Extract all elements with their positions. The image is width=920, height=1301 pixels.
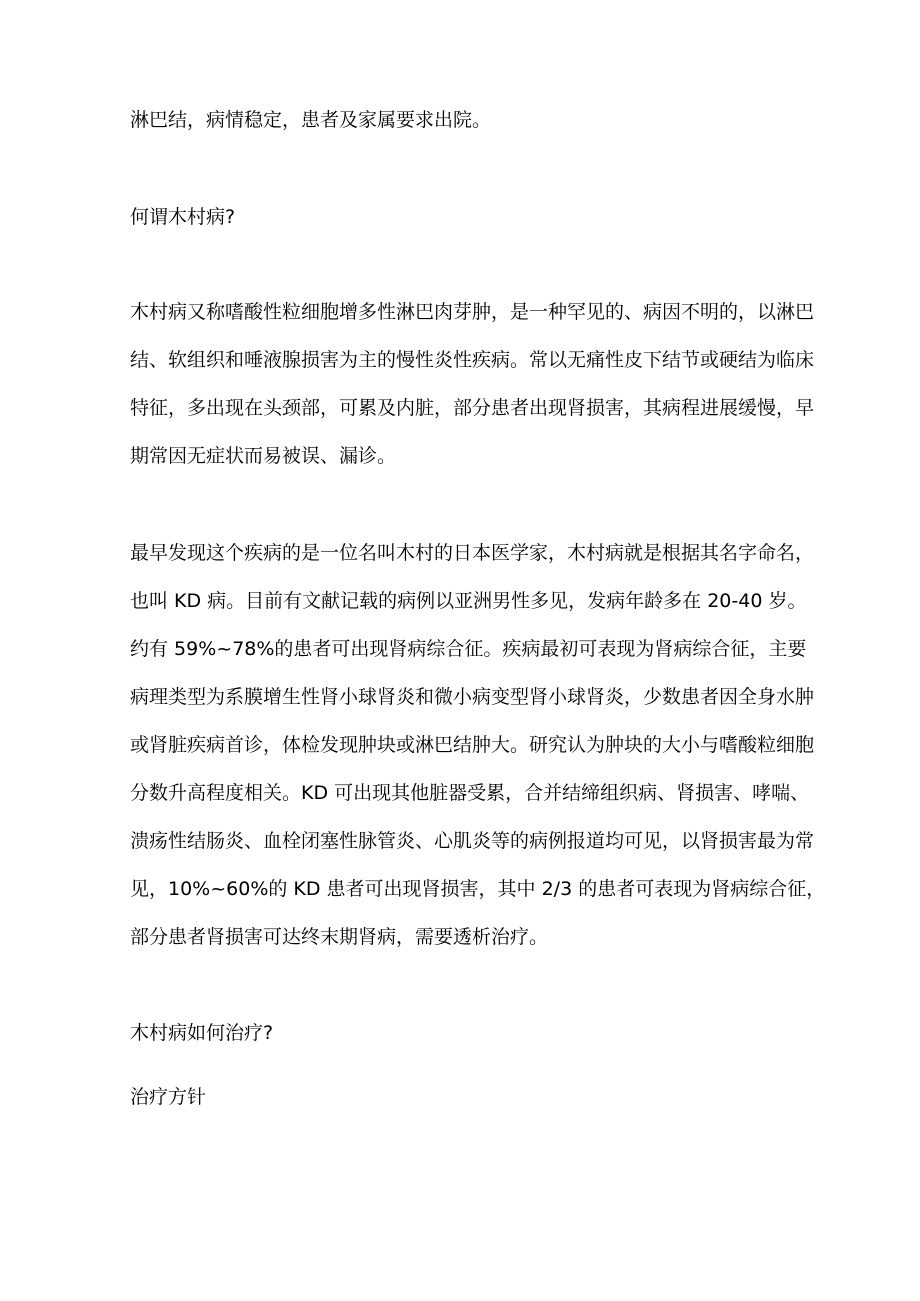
paragraph-line: 最早发现这个疾病的是一位名叫木村的日本医学家，木村病就是根据其名字命名， [130,542,815,564]
paragraph-line: 见，10%~60%的 KD 患者可出现肾损害，其中 2/3 的患者可表现为肾病综合征， [130,878,826,900]
paragraph-line: 溃疡性结肠炎、血栓闭塞性脉管炎、心肌炎等的病例报道均可见，以肾损害最为常 [130,830,815,852]
paragraph-line: 病理类型为系膜增生性肾小球肾炎和微小病变型肾小球肾炎，少数患者因全身水肿 [130,686,815,708]
paragraph-line: 木村病又称嗜酸性粒细胞增多性淋巴肉芽肿，是一种罕见的、病因不明的，以淋巴 [130,301,815,323]
heading-treatment: 木村病如何治疗? [130,1022,274,1044]
paragraph-line: 特征，多出现在头颈部，可累及内脏，部分患者出现肾损害，其病程进展缓慢，早 [130,397,815,419]
paragraph-line: 或肾脏疾病首诊，体检发现肿块或淋巴结肿大。研究认为肿块的大小与嗜酸粒细胞 [130,734,815,756]
paragraph-line: 约有 59%~78%的患者可出现肾病综合征。疾病最初可表现为肾病综合征，主要 [130,638,807,660]
paragraph-line: 部分患者肾损害可达终末期肾病，需要透析治疗。 [130,926,549,948]
heading-what-is-kimura: 何谓木村病? [130,206,236,228]
paragraph-line: 分数升高程度相关。KD 可出现其他脏器受累，合并结缔组织病、肾损害、哮喘、 [130,782,810,804]
paragraph-line: 结、软组织和唾液腺损害为主的慢性炎性疾病。常以无痛性皮下结节或硬结为临床 [130,349,815,371]
subheading-policy: 治疗方针 [130,1086,207,1108]
paragraph-line: 也叫 KD 病。目前有文献记载的病例以亚洲男性多见，发病年龄多在 20-40 岁。 [130,590,807,612]
paragraph-line: 期常因无症状而易被误、漏诊。 [130,445,397,467]
intro-line: 淋巴结，病情稳定，患者及家属要求出院。 [130,109,492,131]
